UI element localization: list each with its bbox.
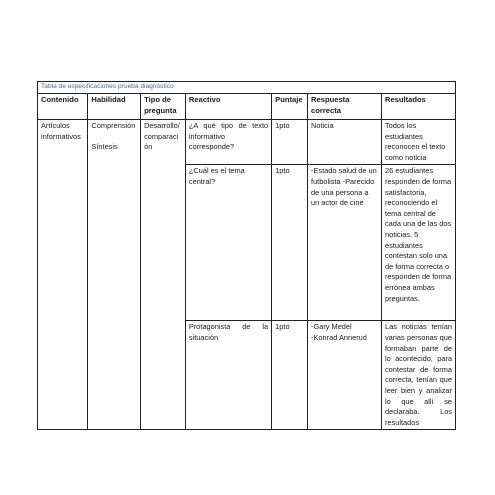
cell-puntaje-3: 1pto: [272, 321, 308, 430]
cell-resultados-1: Todos los estudiantes reconocen el texto como noticia: [381, 120, 455, 165]
cell-puntaje-1: 1pto: [272, 120, 308, 165]
specification-table: [37, 81, 456, 430]
document-page: [37, 81, 456, 430]
header-reactivo: Reactivo: [185, 94, 271, 120]
cell-tipo-pregunta: Desarrollo/ comparación: [141, 120, 186, 430]
cell-resultados-2: 26 estudiantes responden de forma satisfactoria, reconociendo el tema central de cada una de las dos noticias. 5 estudiantes contestan solo una de forma correcta o responden de forma errónea ambas preguntas.: [381, 165, 455, 321]
cell-reactivo-1: ¿A qué tipo de texto informativo corresponde?: [185, 120, 271, 165]
header-respuesta-correcta: Respuesta correcta: [308, 94, 382, 120]
cell-contenido: Artículos informativos: [38, 120, 88, 430]
habilidad-sintesis: Síntesis: [91, 141, 118, 151]
table-row: [38, 120, 456, 165]
header-contenido: Contenido: [38, 94, 88, 120]
respuesta-gary-medel: -Gary Medel: [311, 322, 352, 332]
cell-respuesta-3: [308, 321, 382, 430]
cell-reactivo-2: ¿Cuál es el tema central?: [185, 165, 271, 321]
cell-reactivo-3: Protagonista de la situación: [185, 321, 271, 430]
header-puntaje: Puntaje: [272, 94, 308, 120]
header-tipo-pregunta: Tipo de pregunta: [141, 94, 186, 120]
cell-respuesta-2: -Estado salud de un futbolista -Parecido de una persona a un actor de cine: [308, 165, 382, 321]
cell-resultados-3: Las noticias tenían varias personas que formaban parte de lo acontecido, para contestar de forma correcta, tenían que leer bien y analizar lo que allí se declaraba. Los resultados: [381, 321, 455, 430]
habilidad-comprension: Comprensión: [91, 121, 136, 130]
header-habilidad: Habilidad: [88, 94, 141, 120]
cell-puntaje-2: 1pto: [272, 165, 308, 321]
respuesta-konrad-annerud: -Konrad Annerud: [311, 332, 367, 342]
table-caption: Tabla de especificaciones prueba diagnóstico: [38, 82, 456, 94]
header-resultados: Resultados: [381, 94, 455, 120]
cell-habilidad: [88, 120, 141, 430]
cell-respuesta-1: Noticia: [308, 120, 382, 165]
